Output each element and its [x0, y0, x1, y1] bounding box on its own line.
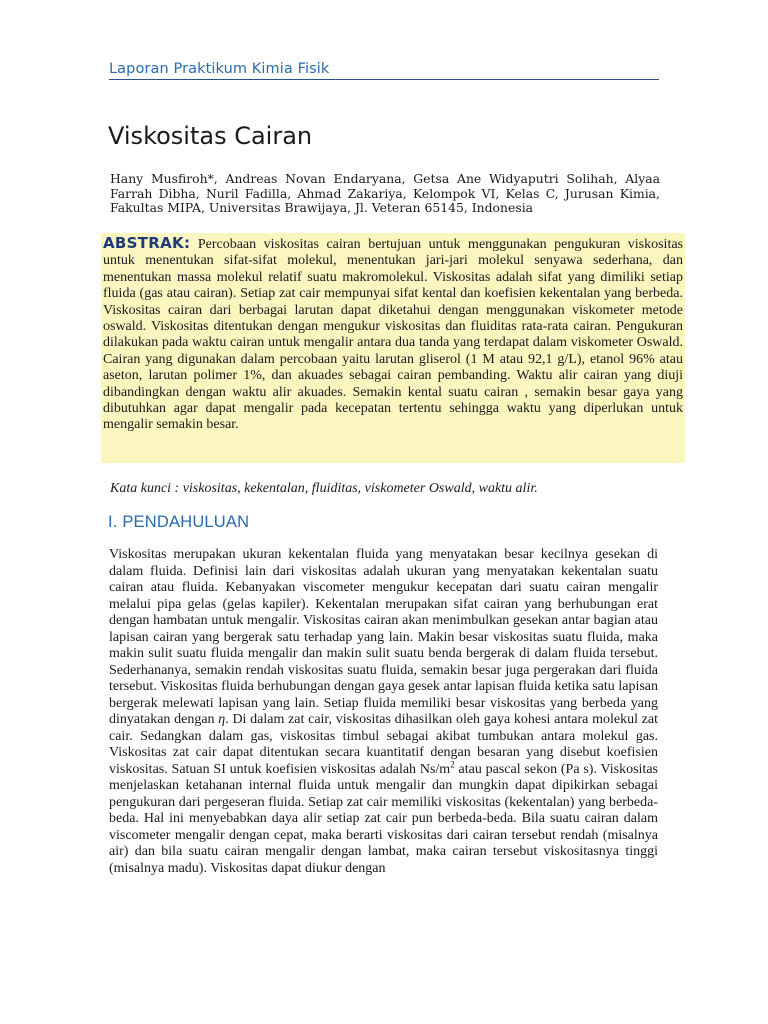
- unit-superscript: 2: [450, 758, 455, 769]
- abstract-label: ABSTRAK:: [103, 234, 191, 252]
- body-text-part-1: Viskositas merupakan ukuran kekentalan fluida yang menyatakan besar kecilnya gesekan di dalam fluida. Definisi lain dari viskositas adalah ukuran yang menyatakan kekentalan suatu cairan atau fluida. Kebanyakan viscometer mengukur kecepatan dari suatu cairan mengalir melalui pipa gelas (gelas kapiler). Kekentalan merupakan sifat cairan yang berhubungan erat dengan hambatan untuk mengalir. Viskositas cairan akan menimbulkan gesekan antar bagian atau lapisan cairan yang bergerak satu terhadap yang lain. Makin besar viskositas suatu fluida, maka makin sulit suatu fluida mengalir dan makin sulit suatu benda bergerak di dalam fluida tersebut. Sederhananya, semakin rendah viskositas suatu fluida, semakin besar juga pergerakan dari fluida tersebut. Viskositas fluida berhubungan dengan gaya gesek antar lapisan fluida ketika satu lapisan bergerak melewati lapisan yang lain. Setiap fluida memiliki besar viskositas yang berbeda yang dinyatakan dengan: [109, 547, 658, 727]
- section-body-paragraph: [109, 547, 658, 877]
- body-text-part-2: . Di dalam zat cair, viskositas dihasilkan oleh gaya kohesi antara molekul zat cair. Sedangkan dalam gas, viskositas timbul sebagai akibat tumbukan antara molekul gas. Viskositas zat cair dapat ditentukan secara kuantitatif dengan besaran yang disebut koefisien viskositas. Satuan SI untuk koefisien viskositas adalah Ns/m: [109, 712, 658, 777]
- running-header: Laporan Praktikum Kimia Fisik: [109, 60, 659, 80]
- article-title: Viskositas Cairan: [108, 122, 313, 150]
- keywords-line: Kata kunci : viskositas, kekentalan, fluiditas, viskometer Oswald, waktu alir.: [110, 481, 538, 496]
- eta-symbol: η: [218, 712, 226, 727]
- abstract-text: Percobaan viskositas cairan bertujuan untuk menggunakan pengukuran viskositas untuk menentukan sifat-sifat molekul, menentukan jari-jari molekul senyawa sederhana, dan menentukan massa molekul relatif suatu makromolekul. Viskositas adalah sifat yang dimiliki setiap fluida (gas atau cairan). Setiap zat cair mempunyai sifat kental dan koefisien kekentalan yang berbeda. Viskositas cairan dari berbagai larutan dapat diketahui dengan menggunakan viskometer metode oswald. Viskositas ditentukan dengan mengukur viskositas dan fluiditas rata-rata cairan. Pengukuran dilakukan pada waktu cairan untuk mengalir antara dua tanda yang terdapat dalam viskometer Oswald. Cairan yang digunakan dalam percobaan yaitu larutan gliserol (1 M atau 92,1 g/L), etanol 96% atau aseton, larutan polimer 1%, dan akuades sebagai cairan pembanding. Waktu alir cairan yang diuji dibandingkan dengan waktu alir akuades. Semakin kental suatu cairan , semakin besar gaya yang dibutuhkan agar dapat mengalir pada kecepatan tertentu sehingga waktu yang diperlukan untuk mengalir semakin besar.: [103, 237, 684, 433]
- abstract-box: [101, 233, 685, 463]
- section-heading-pendahuluan: I. PENDAHULUAN: [108, 513, 250, 531]
- body-text-part-3: atau pascal sekon (Pa s). Viskositas menjelaskan ketahanan internal fluida untuk mengalir dan mungkin dapat dipikirkan sebagai pengukuran dari pergeseran fluida. Setiap zat cair memiliki viskositas (kekentalan) yang berbeda-beda. Hal ini menyebabkan daya alir setiap zat cair pun berbeda-beda. Bila suatu cairan dalam viscometer mengalir dengan cepat, maka berarti viskositas dari cairan tersebut rendah (misalnya air) dan bila suatu cairan mengalir dengan lambat, maka cairan tersebut viskositasnya tinggi (misalnya madu). Viskositas dapat diukur dengan: [109, 761, 658, 876]
- author-list: Hany Musfiroh*, Andreas Novan Endaryana, Getsa Ane Widyaputri Solihah, Alyaa Farrah Dibha, Nuril Fadilla, Ahmad Zakariya, Kelompok VI, Kelas C, Jurusan Kimia, Fakultas MIPA, Universitas Brawijaya, Jl. Veteran 65145, Indonesia: [110, 171, 660, 215]
